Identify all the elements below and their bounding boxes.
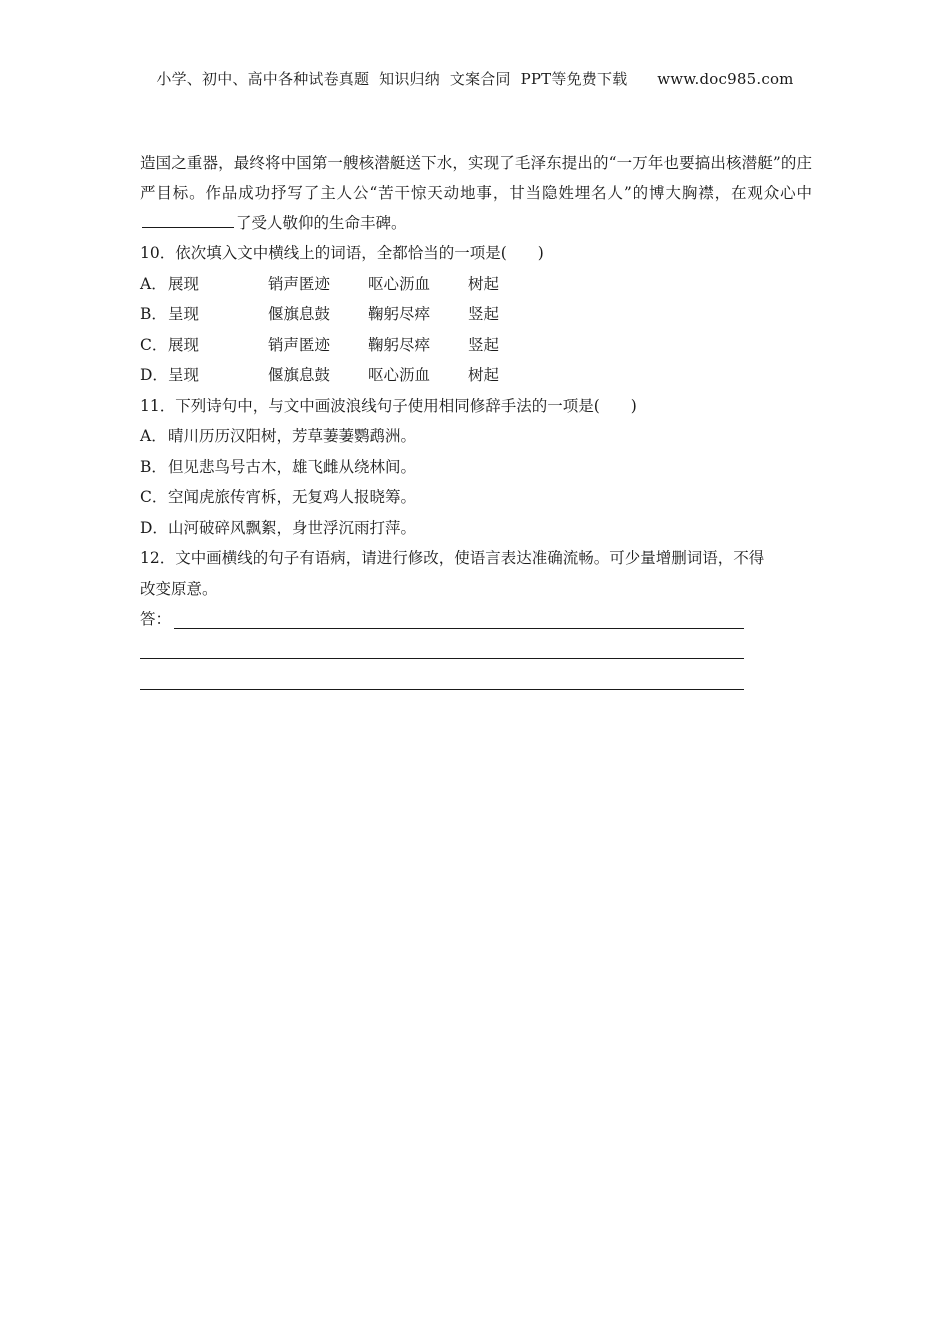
option-term: 呕心沥血 xyxy=(368,366,431,384)
question-10-stem: 10．依次填入文中横线上的词语，全都恰当的一项是( ) xyxy=(140,244,544,262)
option-term: 鞠躬尽瘁 xyxy=(368,305,431,323)
answer-label: 答： xyxy=(140,610,172,628)
option-term: 展现 xyxy=(168,335,200,354)
option-term: 展现 xyxy=(168,274,200,293)
answer-row-3 xyxy=(140,665,812,696)
option-term: 竖起 xyxy=(468,305,500,323)
question-12 xyxy=(140,543,812,696)
option-text: 晴川历历汉阳树，芳草萋萋鹦鹉洲。 xyxy=(168,427,417,445)
option-letter: D． xyxy=(140,366,168,384)
option-letter: B． xyxy=(140,305,167,323)
option-letter: D． xyxy=(140,518,168,537)
option-term: 销声匿迹 xyxy=(268,274,331,293)
question-12-stem-line2: 改变原意。 xyxy=(140,579,218,598)
option-letter: C． xyxy=(140,335,168,354)
answer-line xyxy=(174,628,744,629)
q10-option-a xyxy=(140,269,812,300)
option-letter: C． xyxy=(140,488,168,506)
q10-option-d xyxy=(140,360,812,391)
answer-row-2 xyxy=(140,635,812,666)
question-10 xyxy=(140,238,812,391)
option-term: 销声匿迹 xyxy=(268,335,331,354)
passage-text-b: 了受人敬仰的生命丰碑。 xyxy=(236,214,407,232)
answer-row-1 xyxy=(140,604,812,635)
passage-paragraph xyxy=(140,148,812,238)
option-term: 树起 xyxy=(468,366,500,384)
q10-option-b xyxy=(140,299,812,330)
answer-line xyxy=(140,658,744,659)
option-letter: B． xyxy=(140,457,167,476)
option-text: 但见悲鸟号古木，雄飞雌从绕林间。 xyxy=(168,457,417,476)
question-11-stem: 11．下列诗句中，与文中画波浪线句子使用相同修辞手法的一项是( ) xyxy=(140,396,637,415)
page-header: 小学、初中、高中各种试卷真题 知识归纳 文案合同 PPT等免费下载 www.doc985.com xyxy=(156,70,794,88)
fill-blank xyxy=(142,213,234,228)
option-text: 山河破碎风飘絮，身世浮沉雨打萍。 xyxy=(168,518,417,537)
option-term: 树起 xyxy=(468,274,500,293)
option-term: 呈现 xyxy=(168,366,200,384)
q11-option-c xyxy=(140,482,812,513)
option-term: 鞠躬尽瘁 xyxy=(368,335,431,354)
option-term: 竖起 xyxy=(468,335,500,354)
passage-text-a: 造国之重器，最终将中国第一艘核潜艇送下水，实现了毛泽东提出的“一万年也要搞出核潜艇”的庄严目标。作品成功抒写了主人公“苦干惊天动地事，甘当隐姓埋名人”的博大胸襟，在观众心中 xyxy=(140,154,812,202)
question-12-stem-line1: 12．文中画横线的句子有语病，请进行修改，使语言表达准确流畅。可少量增删词语，不得 xyxy=(140,549,765,567)
option-term: 偃旗息鼓 xyxy=(268,305,331,323)
document-body xyxy=(140,148,812,696)
option-letter: A． xyxy=(140,274,167,293)
option-term: 呈现 xyxy=(168,305,200,323)
q11-option-d xyxy=(140,513,812,544)
answer-line xyxy=(140,689,744,690)
question-11 xyxy=(140,391,812,544)
option-term: 偃旗息鼓 xyxy=(268,366,331,384)
q11-option-b xyxy=(140,452,812,483)
q10-option-c xyxy=(140,330,812,361)
option-term: 呕心沥血 xyxy=(368,274,431,293)
option-letter: A． xyxy=(140,427,167,445)
option-text: 空闻虎旅传宵柝，无复鸡人报晓筹。 xyxy=(168,488,417,506)
q11-option-a xyxy=(140,421,812,452)
